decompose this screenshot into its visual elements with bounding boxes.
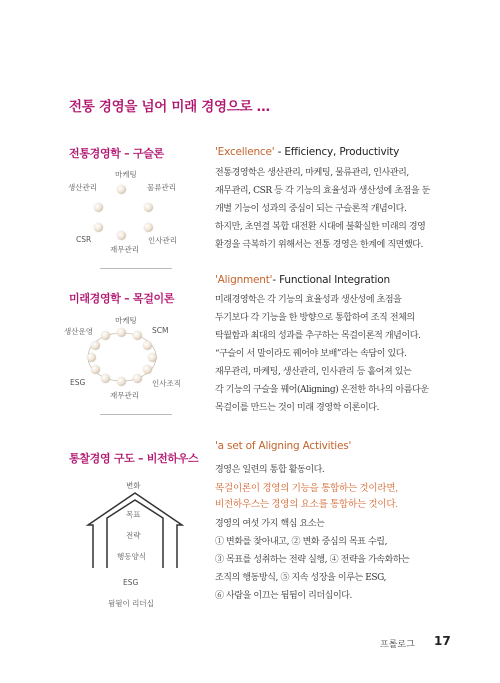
page-number: 17 bbox=[434, 634, 451, 648]
pearl-bead bbox=[87, 353, 96, 362]
house-label: 변화 bbox=[126, 481, 141, 490]
pearl-bead bbox=[117, 377, 126, 386]
bead-label: 재무관리 bbox=[110, 245, 139, 254]
pearl-bead bbox=[91, 365, 100, 374]
section-title: 'Alignment'- Functional Integration bbox=[215, 274, 390, 286]
pearl-bead bbox=[133, 331, 142, 340]
pearl-bead bbox=[101, 331, 110, 340]
divider bbox=[100, 414, 172, 415]
house-label: 뒴뒴이 리더십 bbox=[108, 599, 154, 608]
necklace-label: ESG bbox=[70, 378, 86, 387]
section-alignment bbox=[215, 274, 445, 417]
pearl-bead bbox=[117, 185, 126, 194]
future-title: 미래경영학 – 목걸이론 bbox=[69, 292, 175, 305]
pearl-bead bbox=[148, 353, 157, 362]
section-intro: 경영은 일련의 통합 활동이다. bbox=[215, 465, 325, 475]
pearl-bead bbox=[117, 231, 126, 240]
section-body: 미래경영학은 각 기능의 효율성과 생산성에 초점을 두기보다 각 기능을 한 방향으로 통합하여 조직 전체의 탁월함과 최대의 성과를 추구하는 목걸이론적 개념이다. “구슬이 서 말이라도 꿰어야 보배”라는 속담이 있다. 재무관리, 마케팅, 생산관리, 인사관리 등 흩어져 있는 각 기능의 구슬을 꿰어(Aligning) 온전한 하나의 아름다운 목걸이를 만드는 것이 미래 경영학 이론이다. bbox=[215, 295, 429, 413]
pearl-bead bbox=[101, 374, 110, 383]
pearl-bead bbox=[144, 203, 153, 212]
necklace-diagram bbox=[60, 312, 200, 407]
section-title: 'a set of Aligning Activities' bbox=[215, 440, 352, 452]
bead-label: 생산관리 bbox=[68, 183, 97, 192]
insight-title: 통찰경영 구도 – 비전하우스 bbox=[69, 452, 199, 465]
section-body: 경영의 여섯 가지 핵심 요소는 ① 변화를 찾아내고, ② 변화 중심의 목표 수립, ③ 목표를 성취하는 전략 실행, ④ 전략을 가속화하는 조직의 행동방식, ⑤ 지속 성장을 이루는 ESG, ⑥ 사람을 이끄는 뒴뒴이 리더십이다. bbox=[215, 519, 410, 601]
bead-label: 물류관리 bbox=[147, 183, 176, 192]
pearl-bead bbox=[143, 341, 152, 350]
necklace-label: 마케팅 bbox=[115, 316, 137, 325]
house-label: 행동양식 bbox=[117, 552, 146, 561]
house-label: 전략 bbox=[126, 531, 141, 540]
bead-label: 마케팅 bbox=[115, 170, 137, 179]
section-excellence bbox=[215, 146, 445, 254]
necklace-label: SCM bbox=[152, 326, 169, 335]
pearl-bead bbox=[91, 341, 100, 350]
necklace-label: 재무관리 bbox=[110, 391, 139, 400]
page-heading: 전통 경영을 넘어 미래 경영으로 … bbox=[69, 99, 270, 115]
pearl-bead bbox=[94, 203, 103, 212]
bead-label: 인사관리 bbox=[148, 236, 177, 245]
divider bbox=[100, 268, 172, 269]
house-label: 목표 bbox=[126, 510, 141, 519]
necklace-label: 생산운영 bbox=[64, 327, 93, 336]
pearl-bead bbox=[144, 223, 153, 232]
bead-label: CSR bbox=[76, 235, 92, 244]
pearl-bead bbox=[94, 223, 103, 232]
pearl-bead bbox=[143, 365, 152, 374]
house-label: ESG bbox=[123, 578, 139, 587]
necklace-label: 인사조직 bbox=[152, 379, 181, 388]
section-title: 'Excellence' - Efficiency, Productivity bbox=[215, 146, 400, 158]
footer-label: 프롤로그 bbox=[380, 640, 415, 650]
highlight-text: 목걸이론이 경영의 기능을 통합하는 것이라면, 비전하우스는 경영의 요소를 통합하는 것이다. bbox=[215, 483, 398, 510]
traditional-title: 전통경영학 – 구슬론 bbox=[69, 147, 164, 160]
pearl-bead bbox=[133, 374, 142, 383]
pearl-bead bbox=[117, 328, 126, 337]
section-aligning-activities bbox=[215, 440, 445, 605]
section-body: 전통경영학은 생산관리, 마케팅, 물류관리, 인사관리, 재무관리, CSR 등 각 기능의 효율성과 생산성에 초점을 둔 개별 기능이 성과의 중심이 되는 구슬론적 개념이다. 하지만, 초연결 복합 대전환 시대에 불확실한 미래의 경영 환경을 극복하기 위해서는 전통 경영은 한계에 직면했다. bbox=[215, 168, 430, 250]
bead-diagram bbox=[60, 165, 200, 265]
necklace-ring bbox=[60, 312, 200, 407]
